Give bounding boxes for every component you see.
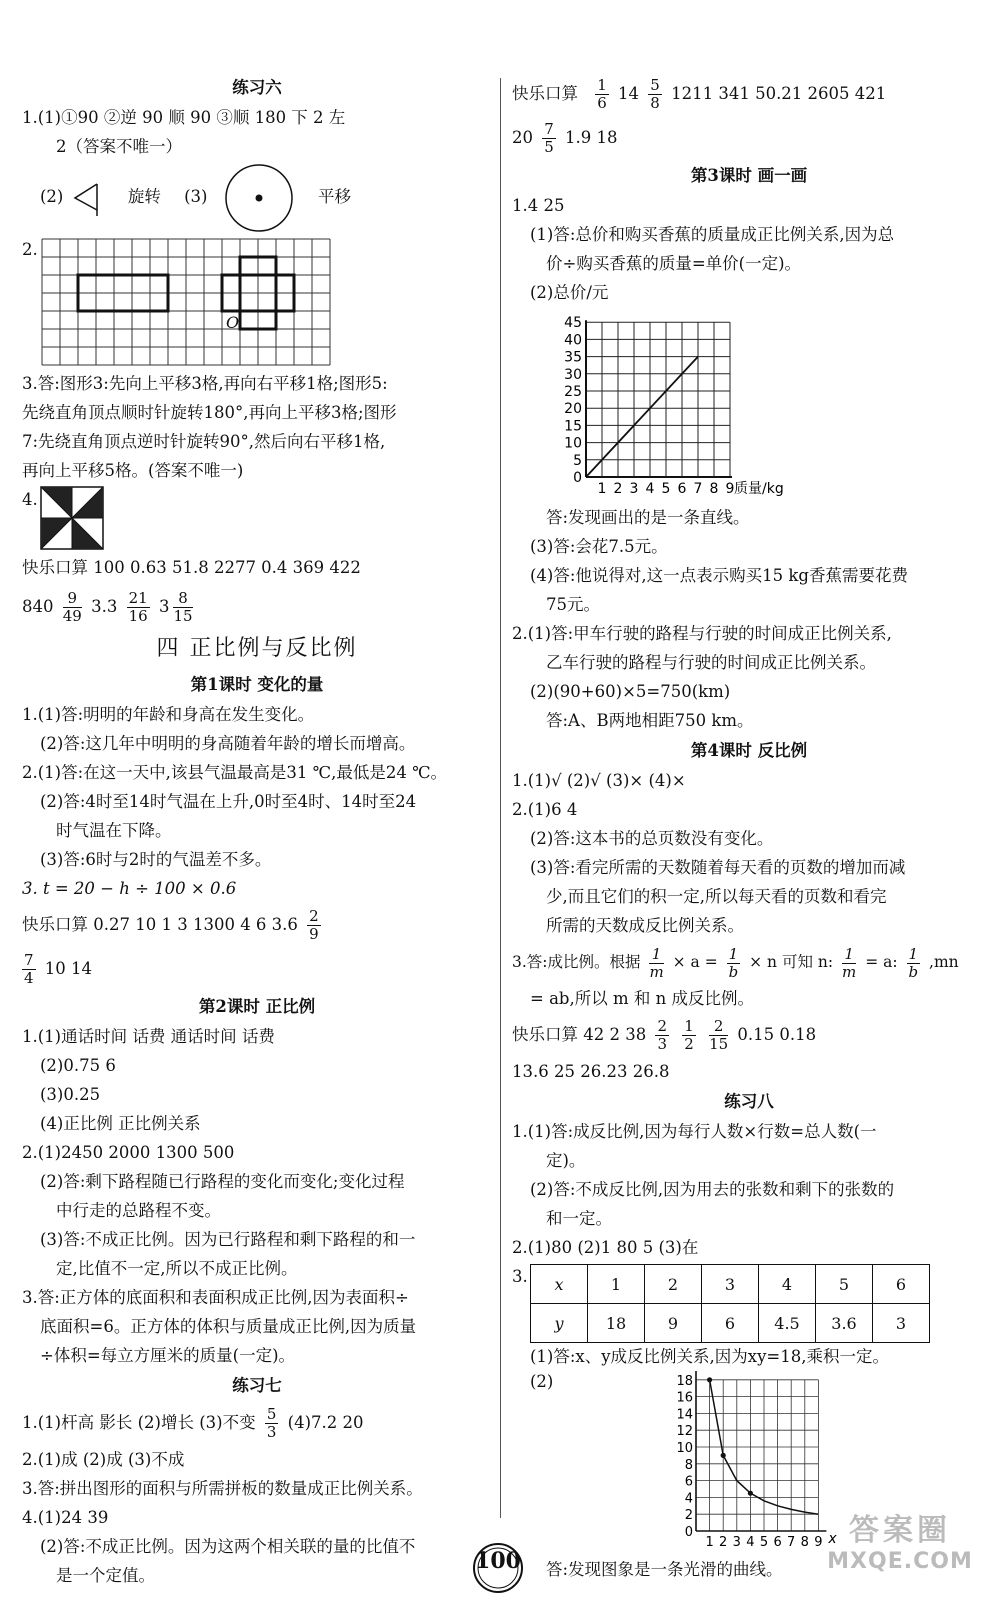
y-tick-label: 8 (684, 1457, 693, 1473)
text-line: (4)正比例 正比例关系 (40, 1114, 201, 1133)
value: × a = (672, 953, 718, 971)
q2-grid-row (22, 233, 492, 369)
label: 3. (512, 1267, 528, 1286)
text-line: (3)答:看完所需的天数随着每天看的页数的增加而减 (530, 858, 906, 877)
fraction: $\frac{1}{m}$ (842, 944, 857, 981)
text-line: 3.答:图形3:先向上平移3格,再向右平移1格;图形5: (22, 374, 388, 393)
text-line: (2)(90+60)×5=750(km) (530, 682, 731, 701)
text-line: 1.(1)答:明明的年龄和身高在发生变化。 (22, 705, 315, 724)
table-cell: 1 (588, 1265, 645, 1304)
right-column (512, 72, 986, 1584)
text-line: (1)答:x、y成反比例关系,因为xy=18,乘积一定。 (530, 1347, 889, 1366)
value: 3 (158, 597, 170, 616)
fraction: $\frac{1}{m}$ (649, 944, 664, 981)
fraction: $\frac{7}{4}$ (24, 951, 34, 987)
value: 0.15 0.18 (737, 1025, 817, 1044)
rotate-translate-row (22, 161, 492, 233)
oral-calc-line (22, 903, 492, 947)
text-line: = ab,所以 m 和 n 成反比例。 (530, 989, 754, 1008)
watermark (820, 1505, 980, 1574)
text-line (22, 1401, 492, 1445)
fraction: $\frac{5}{8}$ (650, 76, 660, 112)
x-axis-label: x (828, 1531, 837, 1547)
table-cell: 6 (873, 1265, 930, 1304)
fraction: $\frac{8}{15}$ (173, 589, 193, 625)
fraction: $\frac{1}{b}$ (728, 944, 739, 981)
x-tick-label: 2 (719, 1535, 728, 1550)
left-column (22, 72, 492, 1590)
formula-line (512, 940, 986, 984)
oral-calc-line (512, 72, 986, 116)
y-tick-label: 15 (564, 418, 582, 435)
table-cell: 3.6 (816, 1304, 873, 1343)
y-tick-label: 10 (676, 1441, 693, 1456)
label: 2. (22, 240, 38, 259)
value: 20 (512, 128, 533, 147)
y-tick-label: 20 (564, 401, 582, 418)
x-tick-label: 3 (629, 481, 639, 497)
x-tick-label: 1 (705, 1535, 714, 1550)
value: = a: (865, 953, 898, 971)
text-line: 3.答:正方体的底面积和表面积成正比例,因为表面积÷ (22, 1288, 409, 1307)
y-tick-label: 40 (564, 332, 582, 349)
text-line: 答:A、B两地相距750 km。 (546, 711, 754, 730)
fraction: $\frac{1}{6}$ (597, 76, 607, 112)
xy-table (530, 1264, 930, 1343)
value: 3.答:成比例。根据 (512, 953, 641, 971)
text-line: (2)答:不成正比例。因为这两个相关联的量的比值不 (40, 1537, 416, 1556)
label: (2) (530, 1372, 554, 1391)
price-weight-chart (542, 307, 842, 499)
value: 840 (22, 597, 54, 616)
table-cell: 6 (702, 1304, 759, 1343)
x-tick-label: 6 (677, 481, 687, 497)
y-tick-label: 25 (564, 384, 582, 400)
fraction: $\frac{2}{15}$ (709, 1017, 729, 1053)
text-line: (1)答:总价和购买香蕉的质量成正比例关系,因为总 (530, 225, 895, 244)
oral-calc-line: 快乐口算 100 0.63 51.8 2277 0.4 369 422 (22, 558, 361, 577)
table-cell: 2 (645, 1265, 702, 1304)
text-line: (4)答:他说得对,这一点表示购买15 kg香蕉需要花费 (530, 566, 908, 585)
table-cell: 3 (873, 1304, 930, 1343)
text-line: 1.(1)①90 ②逆 90 顺 90 ③顺 180 下 2 左 (22, 108, 346, 127)
table-cell: 4.5 (759, 1304, 816, 1343)
fraction: $\frac{7}{5}$ (544, 120, 554, 156)
text-line: 所需的天数成反比例关系。 (546, 916, 744, 935)
y-tick-label: 5 (573, 452, 582, 469)
y-tick-label: 35 (564, 349, 582, 366)
text-line: 3.答:拼出图形的面积与所需拼板的数量成正比例关系。 (22, 1479, 423, 1498)
table-cell: x (531, 1265, 588, 1304)
x-tick-label: 8 (709, 481, 719, 497)
fraction: $\frac{9}{49}$ (62, 589, 82, 625)
value: 1.(1)杆高 影长 (2)增长 (3)不变 (22, 1413, 256, 1432)
q4-row (22, 485, 492, 551)
circle-figure (219, 162, 299, 234)
oral-calc-line: 13.6 25 26.23 26.8 (512, 1062, 670, 1081)
text-line: 答:发现图象是一条光滑的曲线。 (546, 1560, 783, 1579)
label: (3) (184, 187, 208, 206)
translation-grid (40, 237, 340, 369)
text-line: (2)答:不成反比例,因为用去的张数和剩下的张数的 (530, 1180, 895, 1199)
y-tick-label: 12 (676, 1424, 693, 1440)
data-point (707, 1377, 712, 1382)
data-point (721, 1453, 726, 1458)
value: 快乐口算 42 2 38 (512, 1025, 647, 1044)
page-number: 100 (475, 1548, 521, 1574)
text-line: (2)0.75 6 (40, 1056, 116, 1075)
text-line: (3)答:会花7.5元。 (530, 537, 668, 556)
text-line: 2.(1)成 (2)成 (3)不成 (22, 1450, 185, 1469)
xy-table-row (512, 1262, 986, 1342)
value: (4)7.2 20 (287, 1413, 364, 1432)
y-tick-label: 10 (564, 435, 582, 452)
x-tick-label: 4 (746, 1535, 755, 1550)
value: ,mn (929, 953, 959, 971)
oral-calc-line (512, 1013, 986, 1057)
text-line: 答:发现画出的是一条直线。 (546, 508, 750, 527)
lesson1-title: 第1课时 变化的量 (190, 675, 324, 694)
oral-calc-line (22, 947, 492, 991)
x-tick-label: 9 (814, 1535, 823, 1550)
text-line: (3)0.25 (40, 1085, 101, 1104)
text-line: 时气温在下降。 (56, 821, 172, 840)
table-row (531, 1304, 930, 1343)
text-line: 底面积=6。正方体的体积与质量成正比例,因为质量 (40, 1317, 417, 1336)
y-tick-label: 30 (564, 366, 582, 383)
x-tick-label: 3 (732, 1535, 741, 1550)
lesson2-title: 第2课时 正比例 (198, 997, 316, 1016)
fraction: $\frac{5}{3}$ (266, 1405, 277, 1441)
table-cell: 4 (759, 1265, 816, 1304)
label: (2) (40, 187, 64, 206)
text-line: (2)答:这几年中明明的身高随着年龄的增长而增高。 (40, 734, 416, 753)
oral-calc-line (22, 585, 492, 629)
text-line: (2)总价/元 (530, 283, 609, 302)
text-line: 1.(1)通话时间 话费 通话时间 话费 (22, 1027, 275, 1046)
x-tick-label: 8 (800, 1535, 809, 1550)
text-line: 价÷购买香蕉的质量=单价(一定)。 (546, 254, 802, 273)
value: 快乐口算 (512, 84, 578, 103)
formula-line: 3. t = 20 − h ÷ 100 × 0.6 (22, 879, 237, 898)
y-tick-label: 2 (684, 1508, 693, 1524)
x-tick-label: 9 (725, 481, 735, 497)
oral-calc-line (512, 116, 986, 160)
text-line: (2)答:这本书的总页数没有变化。 (530, 829, 774, 848)
text-line: 2.(1)答:在这一天中,该县气温最高是31 ℃,最低是24 ℃。 (22, 763, 448, 782)
pinwheel-figure (40, 486, 104, 550)
watermark-url: MXQE.COM (827, 1549, 973, 1574)
text-line: 1.4 25 (512, 196, 565, 215)
x-tick-label: 1 (597, 481, 607, 497)
value: 10 14 (44, 959, 93, 978)
fraction: $\frac{1}{b}$ (908, 944, 919, 981)
text-line: 是一个定值。 (56, 1566, 155, 1585)
text-line: 再向上平移5格。(答案不唯一) (22, 461, 244, 480)
value: 3.3 (91, 597, 118, 616)
label: 旋转 (127, 187, 161, 206)
data-point (748, 1491, 753, 1496)
x-tick-label: 7 (693, 481, 703, 497)
x-tick-label: 7 (787, 1535, 796, 1550)
y-tick-label: 0 (573, 470, 582, 486)
fraction: $\frac{2}{9}$ (309, 907, 319, 943)
y-tick-label: 16 (676, 1390, 693, 1406)
y-tick-label: 0 (684, 1525, 693, 1540)
x-tick-label: 6 (773, 1535, 782, 1550)
y-tick-label: 4 (684, 1491, 693, 1507)
text-line: 中行走的总路程不变。 (56, 1201, 221, 1220)
table-cell: 9 (645, 1304, 702, 1343)
y-tick-label: 45 (564, 315, 582, 332)
y-tick-label: 6 (684, 1474, 693, 1490)
label: 平移 (318, 187, 351, 206)
table-cell: y (531, 1304, 588, 1343)
y-tick-label: 14 (676, 1407, 693, 1423)
value: 14 (618, 84, 640, 103)
text-line: 2.(1)6 4 (512, 800, 578, 819)
value: × n 可知 n: (749, 953, 834, 971)
label: 4. (22, 490, 38, 509)
watermark-text: 答案圈 (849, 1513, 951, 1548)
y-tick-label: 18 (676, 1373, 693, 1389)
text-line: (3)答:不成正比例。因为已行路程和剩下路程的和一 (40, 1230, 416, 1249)
x-tick-label: 5 (661, 481, 671, 497)
x-tick-label: 4 (645, 481, 655, 497)
table-row (531, 1265, 930, 1304)
text-line: 1.(1)√ (2)√ (3)× (4)× (512, 771, 686, 790)
text-line: ÷体积=每立方厘米的质量(一定)。 (40, 1346, 296, 1365)
text-line: 2（答案不唯一） (56, 137, 182, 156)
unit-title: 四 正比例与反比例 (156, 636, 358, 661)
x-tick-label: 5 (759, 1535, 769, 1550)
text-line: (2)答:剩下路程随已行路程的变化而变化;变化过程 (40, 1172, 405, 1191)
fraction: $\frac{1}{2}$ (684, 1017, 694, 1053)
table-cell: 3 (702, 1265, 759, 1304)
text-line: 乙车行驶的路程与行驶的时间成正比例关系。 (546, 653, 876, 672)
table-cell: 5 (816, 1265, 873, 1304)
fraction: $\frac{2}{3}$ (657, 1017, 668, 1053)
text-line: 2.(1)80 (2)1 80 5 (3)在 (512, 1238, 699, 1257)
series-line (586, 357, 698, 477)
text-line: 2.(1)2450 2000 1300 500 (22, 1143, 235, 1162)
text-line: 定,比值不一定,所以不成正比例。 (56, 1259, 298, 1278)
text-line: (3)答:6时与2时的气温差不多。 (40, 850, 272, 869)
text-line: 4.(1)24 39 (22, 1508, 109, 1527)
text-line: 和一定。 (546, 1209, 612, 1228)
lesson4-title: 第4课时 反比例 (690, 741, 808, 760)
text-line: 2.(1)答:甲车行驶的路程与行驶的时间成正比例关系, (512, 624, 892, 643)
value: 1211 341 50.21 2605 421 (671, 84, 887, 103)
text-line: 1.(1)答:成反比例,因为每行人数×行数=总人数(一 (512, 1122, 877, 1141)
value: 1.9 18 (565, 128, 618, 147)
table-cell: 18 (588, 1304, 645, 1343)
column-divider (500, 78, 501, 1518)
ex6-title: 练习六 (232, 78, 282, 97)
text-line: 75元。 (546, 595, 600, 614)
ex7-title: 练习七 (232, 1376, 282, 1395)
text-line: 少,而且它们的积一定,所以每天看的页数和看完 (546, 887, 887, 906)
flag-figure (69, 178, 109, 218)
lesson3-title: 第3课时 画一画 (690, 166, 808, 185)
text-line: 定)。 (546, 1151, 586, 1170)
x-axis-label: 质量/kg (734, 481, 784, 497)
text-line: 先绕直角顶点顺时针旋转180°,再向上平移3格;图形 (22, 403, 397, 422)
fraction: $\frac{21}{16}$ (128, 589, 148, 625)
ex8-title: 练习八 (724, 1092, 774, 1111)
x-tick-label: 2 (613, 481, 623, 497)
value: 快乐口算 0.27 10 1 3 1300 4 6 3.6 (22, 915, 298, 934)
origin-label: O (226, 313, 240, 332)
text-line: 7:先绕直角顶点逆时针旋转90°,然后向右平移1格, (22, 432, 386, 451)
text-line: (2)答:4时至14时气温在上升,0时至4时、14时至24 (40, 792, 417, 811)
